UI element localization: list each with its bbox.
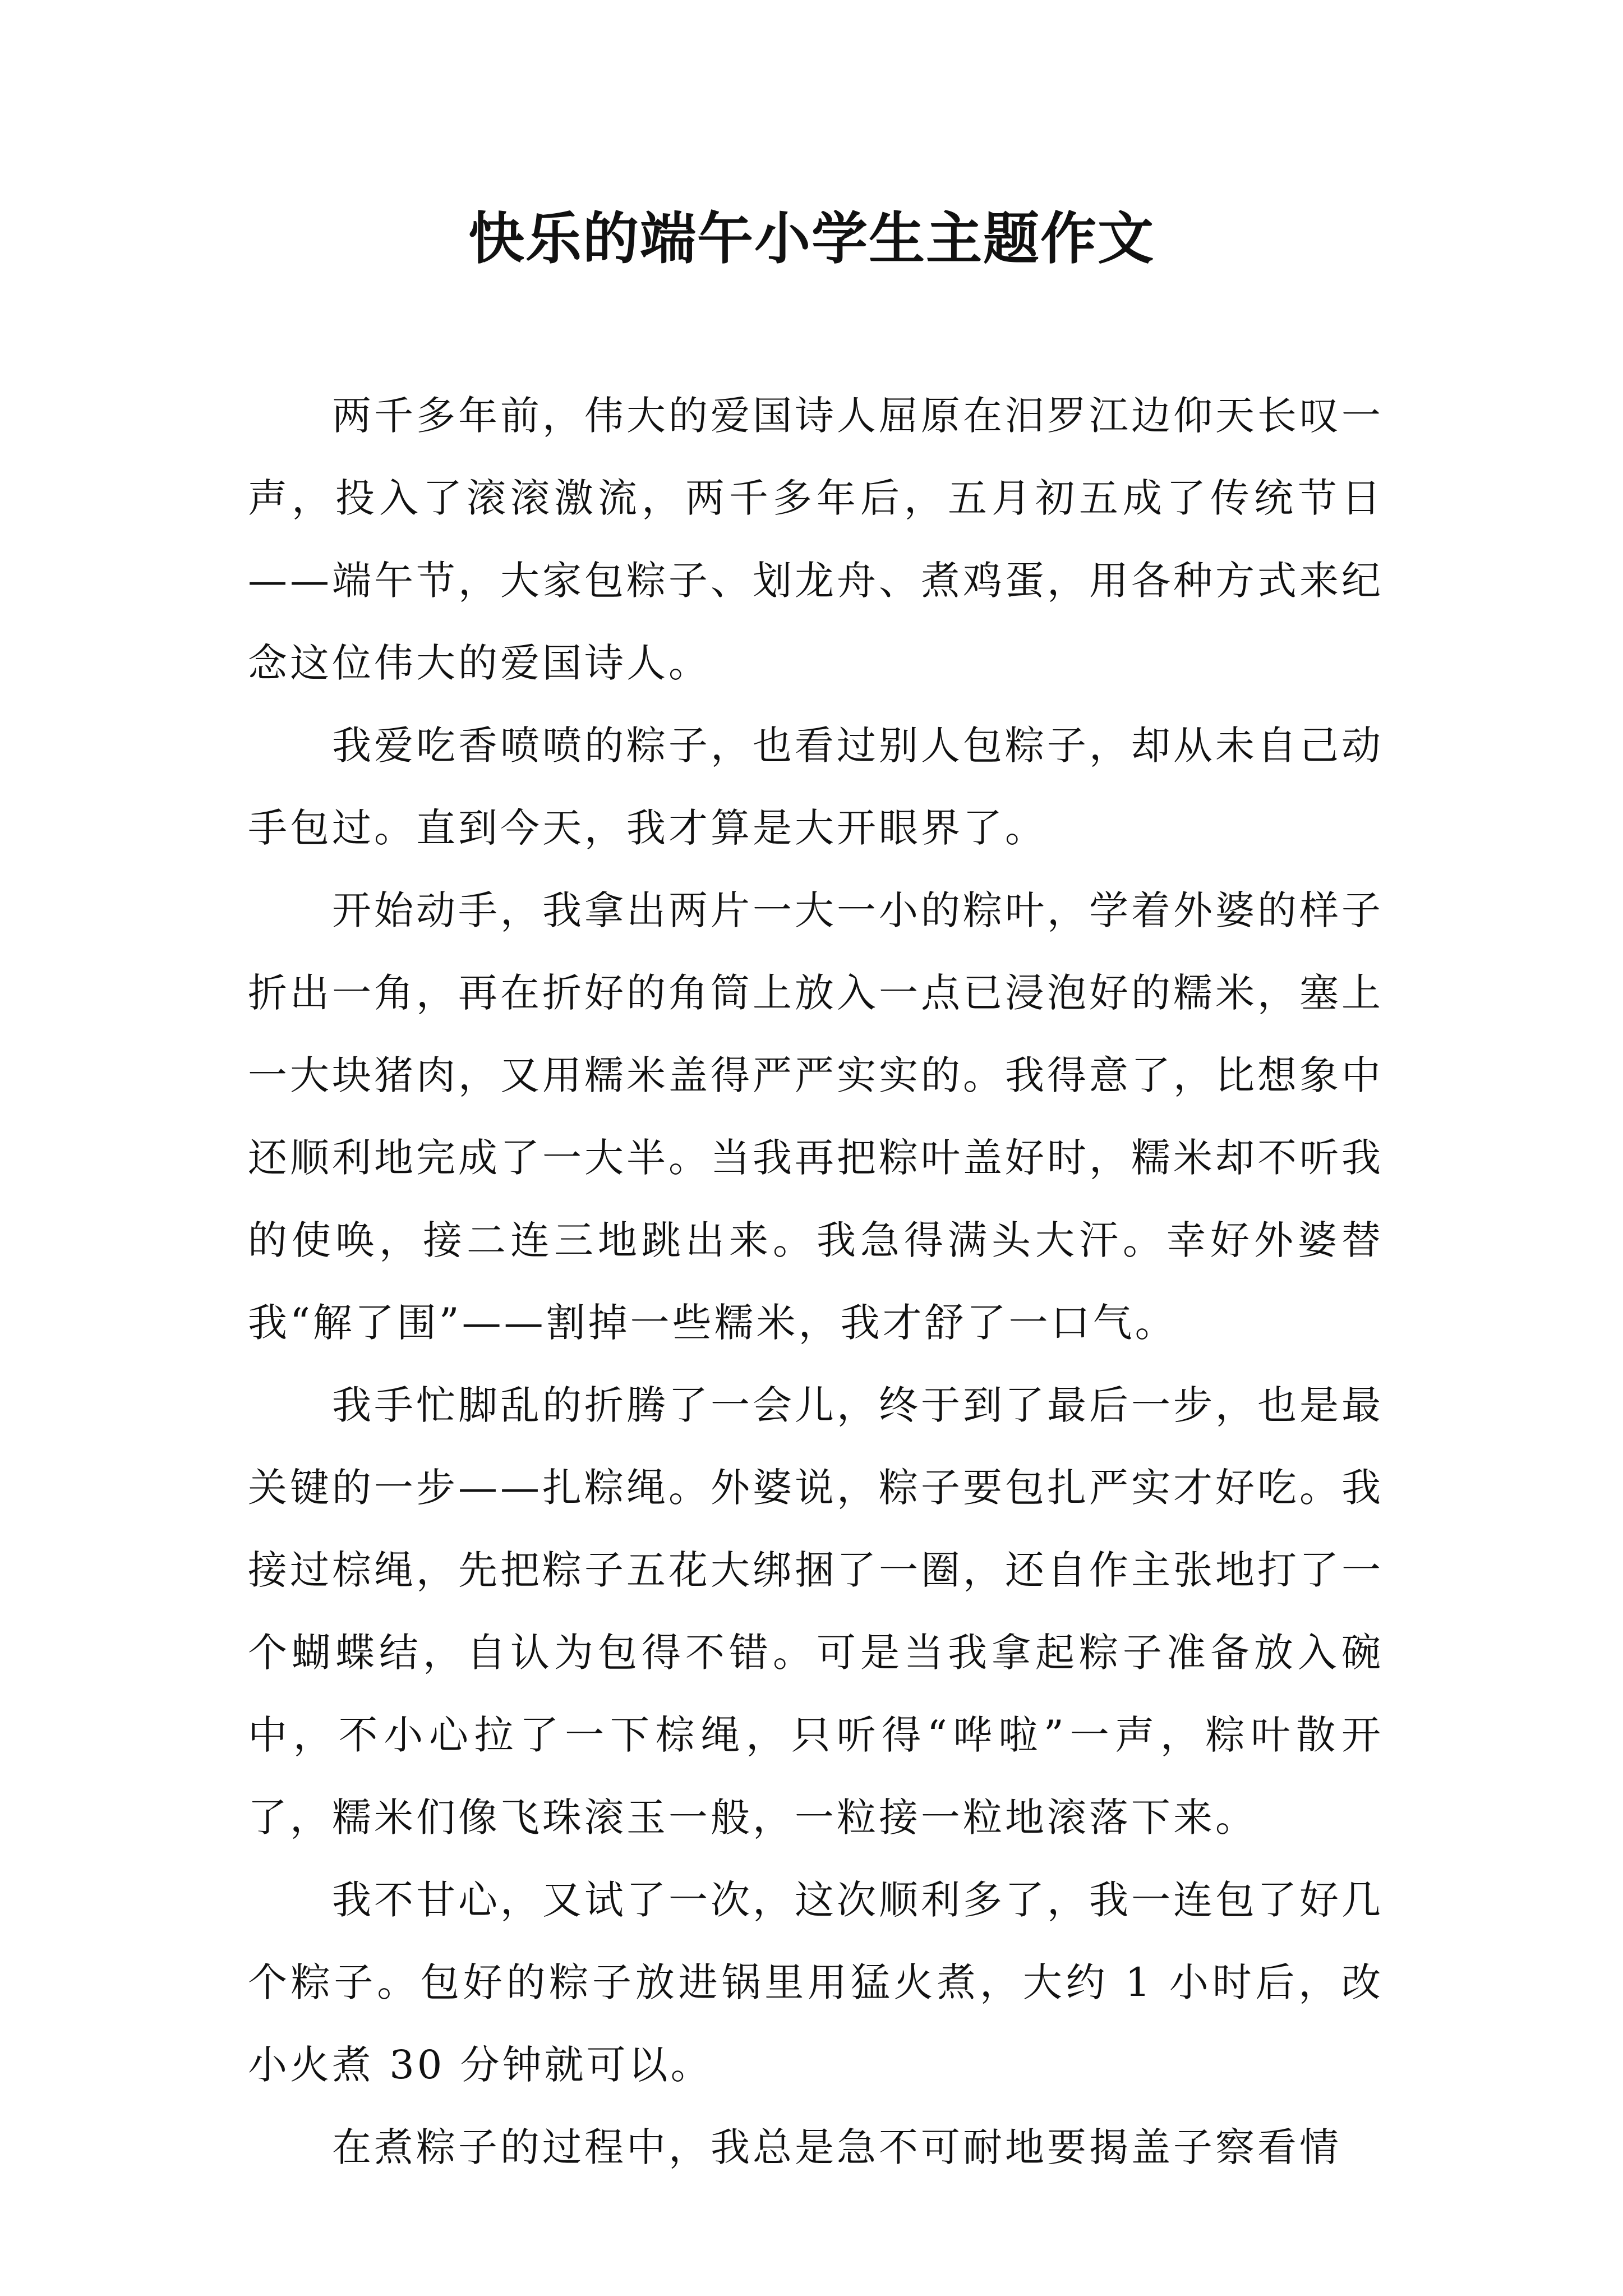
paragraph-6: 在煮粽子的过程中，我总是急不可耐地要揭盖子察看情 xyxy=(332,2124,1341,2170)
paragraph-3: 开始动手，我拿出两片一大一小的粽叶，学着外婆的样子折出一角，再在折好的角筒上放入一点已浸泡好的糯米，塞上一大块猪肉，又用糯米盖得严严实实的。我得意了，比想象中还顺利地完成了一大半。当我再把粽叶盖好时，糯米却不听我的使唤，接二连三地跳出来。我急得满头大汗。幸好外婆替我“解了围”——割掉一些糯米，我才舒了一口气。 xyxy=(248,887,1384,1346)
paragraph-1: 两千多年前，伟大的爱国诗人屈原在汨罗江边仰天长叹一声，投入了滚滚激流，两千多年后，五月初五成了传统节日——端午节，大家包粽子、划龙舟、煮鸡蛋，用各种方式来纪念这位伟大的爱国诗人。 xyxy=(248,393,1384,686)
paragraph-4: 我手忙脚乱的折腾了一会儿，终于到了最后一步，也是最关键的一步——扎粽绳。外婆说，粽子要包扎严实才好吃。我接过棕绳，先把粽子五花大绑捆了一圈，还自作主张地打了一个蝴蝶结，自认为包得不错。可是当我拿起粽子准备放入碗中，不小心拉了一下棕绳，只听得“哗啦”一声，粽叶散开了，糯米们像飞珠滚玉一般，一粒接一粒地滚落下来。 xyxy=(248,1382,1384,1841)
document-title: 快乐的端午小学生主题作文 xyxy=(468,205,1155,272)
paragraph-2: 我爱吃香喷喷的粽子，也看过别人包粽子，却从未自己动手包过。直到今天，我才算是大开眼界了。 xyxy=(248,723,1384,851)
document-body xyxy=(248,375,1384,2189)
paragraph-5: 我不甘心，又试了一次，这次顺利多了，我一连包了好几个粽子。包好的粽子放进锅里用猛火煮，大约 1 小时后，改小火煮 30 分钟就可以。 xyxy=(248,1877,1384,2088)
